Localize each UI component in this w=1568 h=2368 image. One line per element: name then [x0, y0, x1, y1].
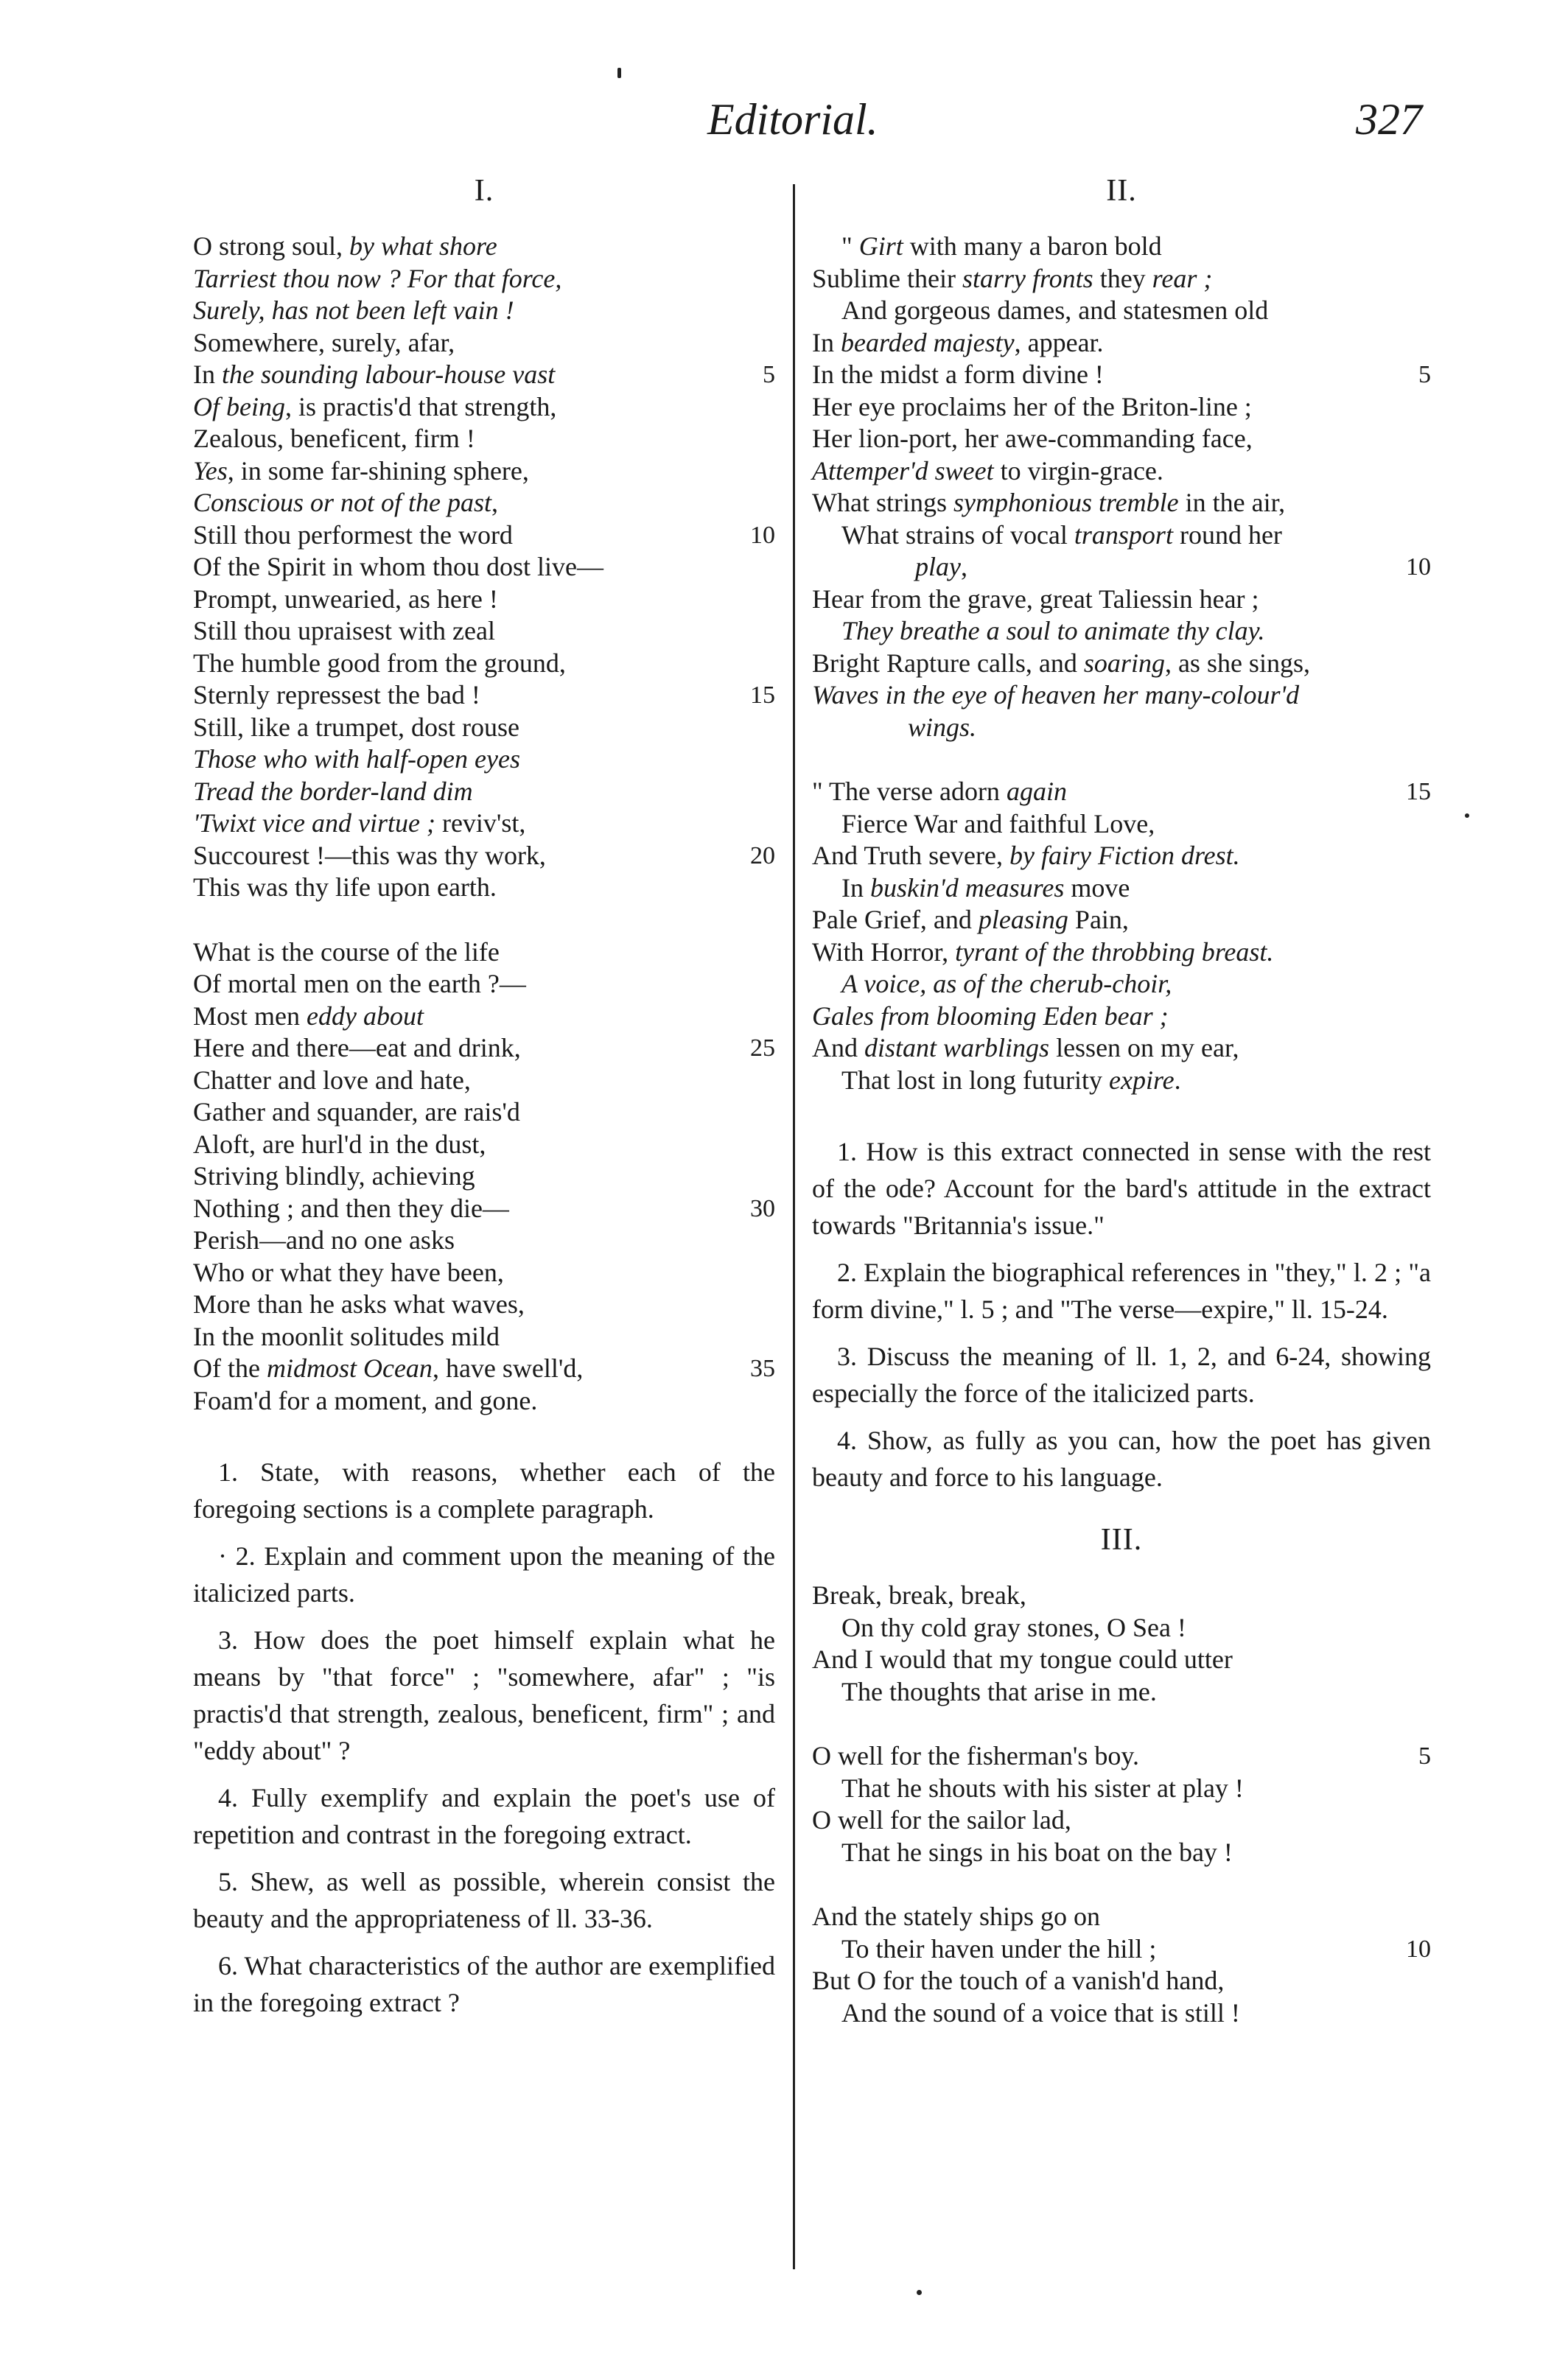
poem-line	[193, 455, 775, 488]
poem-extract-i	[193, 231, 775, 1417]
poem-line-text: That lost in long futurity expire.	[841, 1065, 1181, 1095]
poem-line-text: Surely, has not been left vain !	[193, 295, 514, 325]
poem-line	[193, 359, 775, 391]
poem-line	[812, 327, 1431, 360]
line-number: 10	[1406, 553, 1431, 581]
poem-line-text: And the stately ships go on	[812, 1902, 1100, 1931]
poem-line	[193, 1321, 775, 1353]
poem-line	[812, 1740, 1431, 1773]
page-header	[0, 65, 1568, 146]
poem-line-text: In bearded majesty, appear.	[812, 327, 1104, 357]
poem-line	[812, 1644, 1431, 1676]
poem-line-text: Of the Spirit in whom thou dost live—	[193, 552, 603, 581]
poem-line	[193, 872, 775, 904]
poem-line	[812, 1901, 1431, 1933]
poem-line	[812, 1837, 1431, 1869]
poem-line	[193, 1289, 775, 1321]
poem-line-text: Those who with half-open eyes	[193, 744, 520, 774]
poem-line	[193, 519, 775, 552]
poem-line	[193, 1032, 775, 1065]
poem-line	[812, 776, 1431, 808]
poem-line	[193, 776, 775, 808]
poem-line-text: And the sound of a voice that is still !	[841, 1997, 1240, 2028]
stanza-break	[812, 1868, 1431, 1901]
poem-line	[812, 615, 1431, 648]
line-number: 25	[750, 1034, 775, 1062]
poem-line-text: Tread the border-land dim	[193, 776, 473, 806]
poem-line-text: Perish—and no one asks	[193, 1225, 455, 1255]
poem-line-text: In the midst a form divine !	[812, 360, 1104, 389]
poem-line	[812, 1997, 1431, 2030]
poem-line	[193, 840, 775, 872]
study-question: · 2. Explain and comment upon the meaning of the italicized parts.	[193, 1541, 775, 1608]
poem-line	[193, 1353, 775, 1385]
poem-line	[193, 1385, 775, 1418]
poem-line-text: play,	[915, 552, 967, 581]
poem-line-text: O strong soul, by what shore	[193, 231, 497, 261]
poem-line-text: With Horror, tyrant of the throbbing breast.	[812, 936, 1274, 967]
poem-line-text: A voice, as of the cherub-choir,	[841, 969, 1172, 998]
poem-line-text: And gorgeous dames, and statesmen old	[841, 295, 1269, 325]
poem-line	[812, 840, 1431, 872]
poem-line-text: Bright Rapture calls, and soaring, as she sings,	[812, 648, 1310, 678]
poem-line-text: Aloft, are hurl'd in the dust,	[193, 1129, 486, 1159]
poem-line-text: O well for the sailor lad,	[812, 1805, 1071, 1835]
line-number: 15	[1406, 778, 1431, 805]
poem-line-text: Striving blindly, achieving	[193, 1161, 475, 1191]
poem-line	[812, 1032, 1431, 1065]
stanza-break	[812, 743, 1431, 776]
poem-line	[193, 936, 775, 969]
study-question: 2. Explain the biographical references in "they," l. 2 ; "a form divine," l. 5 ; and "The verse—expire," ll. 15-24.	[812, 1258, 1431, 1324]
section-numeral-i: I.	[474, 174, 494, 208]
poem-line	[812, 519, 1431, 552]
poem-line-text: " The verse adorn again	[812, 777, 1067, 806]
questions-i	[193, 1454, 775, 2021]
poem-line	[193, 551, 775, 584]
poem-line-text: The humble good from the ground,	[193, 648, 566, 678]
poem-line-text: Here and there—eat and drink,	[193, 1033, 521, 1062]
poem-line-text: Zealous, beneficent, firm !	[193, 424, 475, 453]
poem-line-text: Conscious or not of the past,	[193, 488, 499, 517]
poem-line	[812, 712, 1431, 744]
poem-line	[812, 936, 1431, 969]
poem-line-text: Gather and squander, are rais'd	[193, 1097, 520, 1127]
poem-line	[812, 584, 1431, 616]
poem-extract-iii	[812, 1580, 1431, 2029]
poem-line-text: Her lion-port, her awe-commanding face,	[812, 424, 1253, 453]
poem-line	[812, 1065, 1431, 1097]
poem-line-text: And Truth severe, by fairy Fiction drest.	[812, 841, 1240, 870]
poem-line-text: Most men eddy about	[193, 1001, 424, 1031]
poem-line	[193, 263, 775, 295]
poem-line	[812, 551, 1431, 584]
study-question: 6. What characteristics of the author are exemplified in the foregoing extract ?	[193, 1951, 775, 2017]
poem-line	[812, 487, 1431, 519]
poem-line-text: In buskin'd measures move	[841, 872, 1130, 903]
line-number: 5	[763, 361, 775, 388]
poem-line	[812, 648, 1431, 680]
poem-line	[812, 295, 1431, 327]
poem-line	[812, 1676, 1431, 1709]
line-number: 5	[1418, 1742, 1431, 1770]
poem-line-text: Who or what they have been,	[193, 1257, 504, 1287]
poem-line-text: Of mortal men on the earth ?—	[193, 969, 526, 998]
poem-line	[812, 904, 1431, 936]
poem-line-text: In the moonlit solitudes mild	[193, 1321, 500, 1351]
poem-line-text: Still thou performest the word	[193, 519, 513, 550]
poem-line-text: Somewhere, surely, afar,	[193, 327, 455, 357]
poem-line-text: Tarriest thou now ? For that force,	[193, 263, 562, 293]
poem-line-text: Still, like a trumpet, dost rouse	[193, 712, 519, 742]
poem-line-text: What strains of vocal transport round her	[841, 519, 1282, 550]
poem-line-text: Sublime their starry fronts they rear ;	[812, 263, 1213, 293]
stanza-break	[193, 904, 775, 936]
poem-line-text: What strings symphonious tremble in the air,	[812, 488, 1286, 517]
poem-line-text: What is the course of the life	[193, 936, 500, 967]
poem-line	[193, 1257, 775, 1289]
poem-line-text: This was thy life upon earth.	[193, 872, 497, 902]
poem-line-text: More than he asks what waves,	[193, 1289, 525, 1319]
poem-line-text: Attemper'd sweet to virgin-grace.	[812, 455, 1163, 486]
poem-line-text: Waves in the eye of heaven her many-colour'd	[812, 680, 1300, 710]
poem-line-text: Foam'd for a moment, and gone.	[193, 1385, 538, 1415]
poem-line	[812, 1612, 1431, 1644]
poem-line	[812, 1933, 1431, 1966]
running-title: Editorial.	[707, 95, 878, 144]
print-speck	[917, 2290, 922, 2295]
poem-line-text: But O for the touch of a vanish'd hand,	[812, 1966, 1225, 1995]
poem-line	[812, 679, 1431, 712]
poem-line	[812, 1580, 1431, 1612]
poem-line	[812, 455, 1431, 488]
poem-line	[812, 231, 1431, 263]
poem-line	[193, 679, 775, 712]
poem-line	[193, 968, 775, 1001]
poem-line	[193, 423, 775, 455]
study-question: 3. Discuss the meaning of ll. 1, 2, and 6-24, showing especially the force of the italicized parts.	[812, 1342, 1431, 1408]
poem-line	[812, 263, 1431, 295]
poem-line-text: Pale Grief, and pleasing Pain,	[812, 905, 1129, 934]
poem-line-text: Of the midmost Ocean, have swell'd,	[193, 1353, 584, 1383]
poem-line-text: That he shouts with his sister at play !	[841, 1773, 1244, 1803]
poem-line	[812, 1965, 1431, 1997]
questions-ii	[812, 1133, 1431, 1496]
print-speck	[1465, 813, 1469, 818]
poem-line-text: Her eye proclaims her of the Briton-line ;	[812, 391, 1252, 421]
section-numeral-ii: II.	[1106, 174, 1137, 208]
stanza-break	[812, 1708, 1431, 1740]
poem-line-text: They breathe a soul to animate thy clay.	[841, 616, 1265, 645]
poem-line	[193, 327, 775, 360]
poem-extract-ii	[812, 231, 1431, 1096]
study-question: 5. Shew, as well as possible, wherein consist the beauty and the appropriateness of ll. 33-36.	[193, 1867, 775, 1933]
poem-line	[193, 808, 775, 840]
line-number: 20	[750, 841, 775, 869]
poem-line	[812, 1804, 1431, 1837]
poem-line-text: Of being, is practis'd that strength,	[193, 391, 557, 421]
poem-line	[193, 1001, 775, 1033]
poem-line	[193, 584, 775, 616]
poem-line	[193, 487, 775, 519]
section-numeral-iii: III.	[1100, 1523, 1143, 1557]
poem-line-text: In the sounding labour-house vast	[193, 360, 556, 389]
line-number: 10	[750, 521, 775, 549]
poem-line-text: Gales from blooming Eden bear ;	[812, 1001, 1169, 1031]
study-question: 3. How does the poet himself explain what he means by "that force" ; "somewhere, afar" ; "is practis'd that strength, zealous, beneficent, firm" ; and "eddy about" ?	[193, 1625, 775, 1765]
poem-line-text: And I would that my tongue could utter	[812, 1644, 1233, 1674]
poem-line-text: " Girt with many a baron bold	[841, 231, 1162, 261]
poem-line-text: Prompt, unwearied, as here !	[193, 584, 498, 614]
poem-line-text: 'Twixt vice and virtue ; reviv'st,	[193, 808, 526, 838]
line-number: 15	[750, 682, 775, 709]
poem-line-text: Chatter and love and hate,	[193, 1065, 471, 1095]
poem-line	[193, 648, 775, 680]
poem-line-text: Break, break, break,	[812, 1580, 1026, 1610]
poem-line-text: The thoughts that arise in me.	[841, 1676, 1157, 1706]
poem-line-text: Succourest !—this was thy work,	[193, 840, 546, 870]
poem-line	[193, 231, 775, 263]
line-number: 35	[750, 1355, 775, 1382]
line-number: 10	[1406, 1935, 1431, 1963]
poem-line-text: And distant warblings lessen on my ear,	[812, 1033, 1239, 1062]
poem-line-text: Fierce War and faithful Love,	[841, 808, 1155, 838]
study-question: 4. Show, as fully as you can, how the poet has given beauty and force to his language.	[812, 1426, 1431, 1492]
poem-line	[812, 808, 1431, 841]
poem-line-text: To their haven under the hill ;	[841, 1933, 1157, 1964]
poem-line	[812, 968, 1431, 1001]
poem-line	[193, 1225, 775, 1257]
column-divider	[793, 184, 795, 2269]
left-column	[193, 173, 775, 2031]
print-speck	[617, 68, 621, 78]
poem-line-text: O well for the fisherman's boy.	[812, 1741, 1140, 1770]
poem-line	[193, 1065, 775, 1097]
line-number: 5	[1418, 361, 1431, 388]
poem-line	[812, 1773, 1431, 1805]
right-column	[812, 173, 1431, 2066]
line-number: 30	[750, 1194, 775, 1222]
poem-line-text: Sternly repressest the bad !	[193, 680, 480, 710]
poem-line	[812, 423, 1431, 455]
poem-line	[193, 391, 775, 424]
study-question: 4. Fully exemplify and explain the poet's use of repetition and contrast in the foregoing extract.	[193, 1783, 775, 1849]
poem-line	[193, 712, 775, 744]
poem-line-text: Nothing ; and then they die—	[193, 1193, 509, 1223]
poem-line	[193, 615, 775, 648]
study-question: 1. State, with reasons, whether each of the foregoing sections is a complete paragraph.	[193, 1457, 775, 1524]
poem-line	[193, 1160, 775, 1193]
poem-line-text: Still thou upraisest with zeal	[193, 616, 495, 645]
poem-line	[812, 872, 1431, 905]
poem-line	[193, 295, 775, 327]
poem-line-text: Yes, in some far-shining sphere,	[193, 455, 529, 486]
poem-line-text: wings.	[908, 712, 977, 742]
poem-line	[193, 1193, 775, 1225]
poem-line-text: That he sings in his boat on the bay !	[841, 1837, 1233, 1867]
poem-line	[193, 1096, 775, 1129]
poem-line-text: On thy cold gray stones, O Sea !	[841, 1612, 1186, 1642]
poem-line	[812, 1001, 1431, 1033]
page-number: 327	[1356, 95, 1422, 144]
study-question: 1. How is this extract connected in sense with the rest of the ode? Account for the bard's attitude in the extract towards "Britannia's issue."	[812, 1137, 1431, 1240]
poem-line	[812, 391, 1431, 424]
poem-line	[812, 359, 1431, 391]
poem-line	[193, 743, 775, 776]
poem-line-text: Hear from the grave, great Taliessin hear ;	[812, 584, 1259, 614]
poem-line	[193, 1129, 775, 1161]
